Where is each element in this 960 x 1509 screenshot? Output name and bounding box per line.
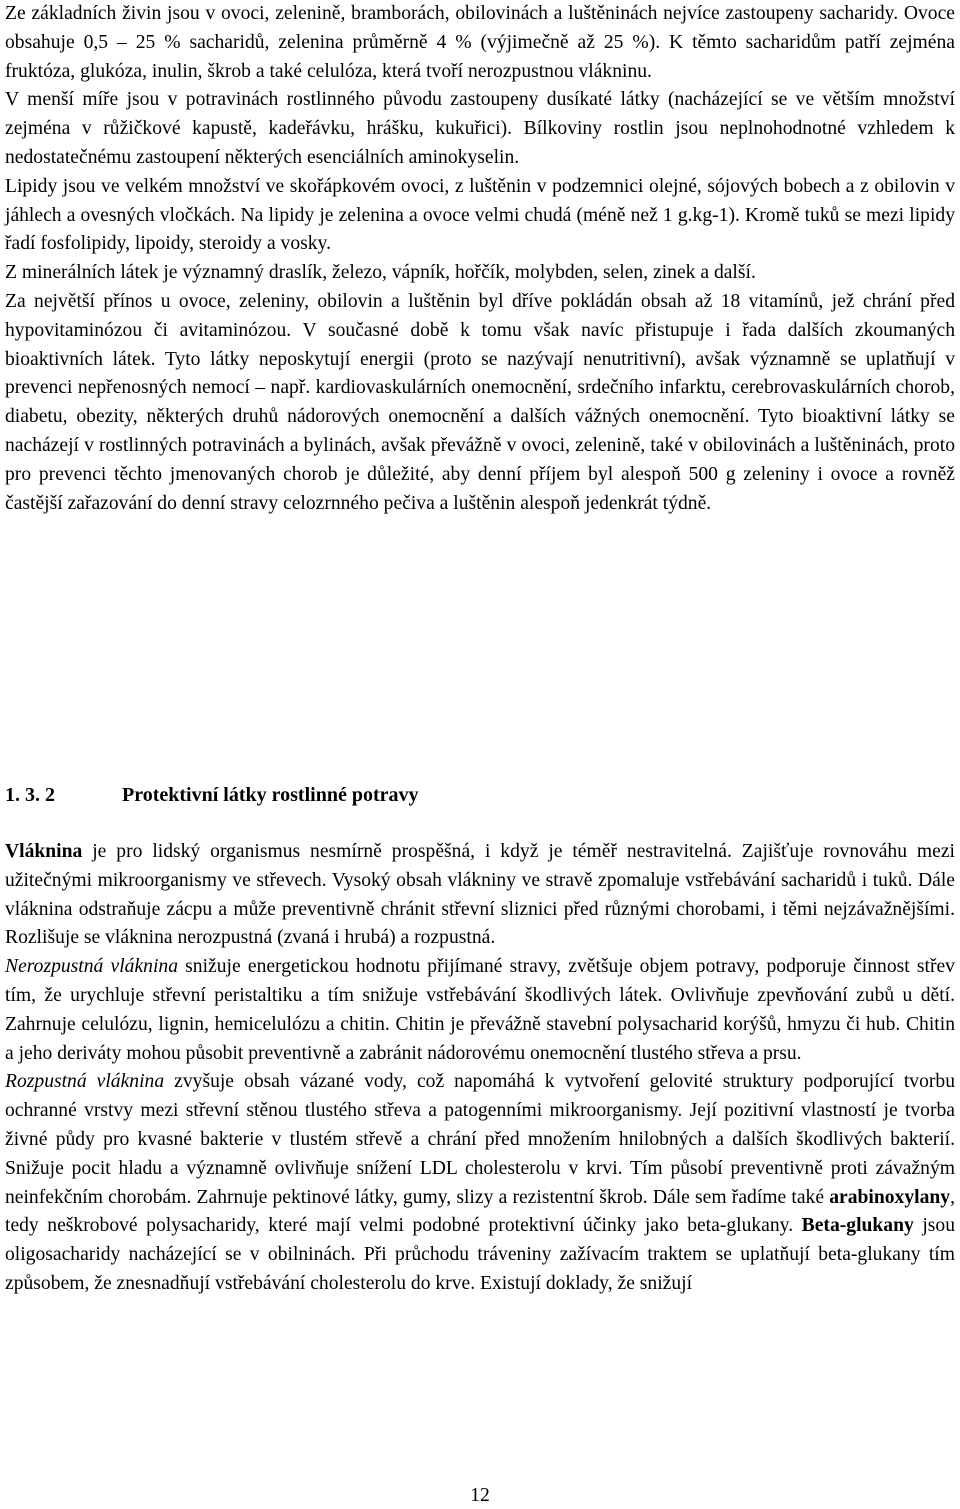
paragraph-soluble-fiber-text-a: zvyšuje obsah vázané vody, což napomáhá k vytvoření gelovité struktury podporující tvorbu ochranné vrstvy mezi střevní stěnou tlustého střeva a patogenními mikroorganismy. Její pozitivní vlastností je tvorba živné půdy pro kvasné bakterie v tlustém střevě a chrání před množením hnilobných a dalších škodlivých bakterií. Snižuje pocit hladu a významně ovlivňuje snížení LDL cholesterolu v krvi. Tím působí preventivně proti závažným neinfekčním chorobám. Zahrnuje pektinové látky, gumy, slizy a rezistentní škrob. Dále sem řadíme také: [5, 1071, 956, 1208]
paragraph-carbohydrates: Ze základních živin jsou v ovoci, zelenině, bramborách, obilovinách a luštěninách nejvíce zastoupeny sacharidy. Ovoce obsahuje 0,5 – 25 % sacharidů, zelenina průměrně 4 % (výjimečně až 25 %). K těmto sacharidům patří zejména fruktóza, glukóza, inulin, škrob a také celulóza, která tvoří nerozpustnou vlákninu.: [5, 3, 955, 82]
term-arabinoxylany: arabinoxylany: [829, 1186, 951, 1208]
paragraph-insoluble-fiber: [5, 953, 955, 1068]
paragraph-minerals: Z minerálních látek je významný draslík, železo, vápník, hořčík, molybden, selen, zinek a další.: [5, 262, 756, 284]
paragraph-soluble-fiber: [5, 1068, 955, 1298]
paragraph-insoluble-fiber-text: snižuje energetickou hodnotu přijímané stravy, zvětšuje objem potravy, podporuje činnost střev tím, že urychluje střevní peristaltiku a tím snižuje vstřebávání škodlivých látek. Ovlivňuje zpevňování zubů u dětí. Zahrnuje celulózu, lignin, hemicelulózu a chitin. Chitin je převážně stavební polysacharid korýšů, hmyzu či hub. Chitin a jeho deriváty mohou působit preventivně a zabránit nádorovému onemocnění tlustého střeva a prsu.: [5, 956, 955, 1064]
paragraph-soluble-fiber-text-b: , tedy neškrobové polysacharidy, které mají velmi podobné protektivní účinky jako beta-glukany.: [5, 1186, 955, 1237]
paragraph-lipids: Lipidy jsou ve velkém množství ve skořápkovém ovoci, z luštěnin v podzemnici olejné, sójových bobech a z obilovin v jáhlech a ovesných vločkách. Na lipidy je zelenina a ovoce velmi chudá (méně než 1 g.kg-1). Kromě tuků se mezi lipidy řadí fosfolipidy, lipoidy, steroidy a vosky.: [5, 175, 955, 255]
section-number: 1. 3. 2: [5, 784, 55, 806]
section-nutrients: [5, 0, 955, 518]
paragraph-soluble-fiber-text-c: jsou oligosacharidy nacházející se v obilninách. Při průchodu tráveniny zažívacím traktem se uplatňují beta-glukany tím způsobem, že znesnadňují vstřebávání cholesterolu do krve. Existují doklady, že snižují: [5, 1215, 956, 1294]
section-title: Protektivní látky rostlinné potravy: [122, 784, 419, 806]
paragraph-nitrogen-substances: V menší míře jsou v potravinách rostlinného původu zastoupeny dusíkaté látky (nacházející se ve větším množství zejména v růžičkové kapustě, kadeřávku, hrášku, kukuřici). Bílkoviny rostlin jsou neplnohodnotné vzhledem k nedostatečnému zastoupení některých esenciálních aminokyselin.: [5, 89, 955, 168]
section-heading: [5, 781, 955, 809]
page-number: 12: [470, 1485, 490, 1506]
term-insoluble-fiber: Nerozpustná vláknina: [5, 956, 178, 978]
paragraph-vitamins-bioactive: Za největší přínos u ovoce, zeleniny, obilovin a luštěnin byl dříve pokládán obsah až 18 vitamínů, jež chrání před hypovitaminózou či avitaminózou. V současné době k tomu však navíc přistupuje i řada dalších zkoumaných bioaktivních látek. Tyto látky neposkytují energii (proto se nazývají nenutritivní), avšak významně se uplatňují v prevenci nepřenosných nemocí – např. kardiovaskulárních onemocnění, srdečního infarktu, cerebrovaskulárních chorob, diabetu, obezity, některých druhů nádorových onemocnění a dalších vážných onemocnění. Tyto bioaktivní látky se nacházejí v rostlinných potravinách a bylinách, avšak převážně v ovoci, zelenině, také v obilovinách a luštěninách, proto pro prevenci těchto jmenovaných chorob je důležité, aby denní příjem byl alespoň 500 g zeleniny i ovoce a rovněž častější zařazování do denní stravy celozrnného pečiva a luštěnin alespoň jedenkrát týdně.: [5, 290, 955, 514]
term-soluble-fiber: Rozpustná vláknina: [5, 1071, 165, 1093]
section-protective-substances: [5, 838, 955, 1299]
paragraph-fiber: [5, 838, 955, 953]
term-fiber: Vláknina: [5, 841, 83, 862]
paragraph-fiber-text: je pro lidský organismus nesmírně prospěšná, i když je téměř nestravitelná. Zajišťuje rovnováhu mezi užitečnými mikroorganismy ve střevech. Vysoký obsah vlákniny ve stravě zpomaluje vstřebávání sacharidů i tuků. Dále vláknina odstraňuje zácpu a může preventivně chránit střevní sliznici před různými chorobami, i těmi nejzávažnějšími. Rozlišuje se vláknina nerozpustná (zvaná i hrubá) a rozpustná.: [5, 841, 955, 949]
term-beta-glukany: Beta-glukany: [801, 1215, 914, 1237]
